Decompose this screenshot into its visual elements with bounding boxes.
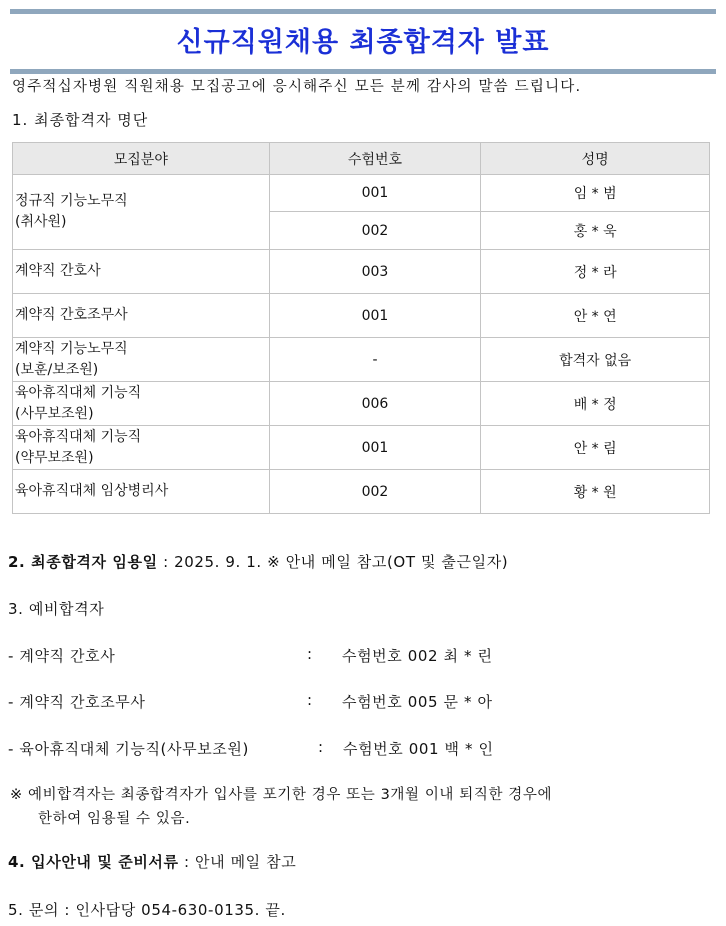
column-header: 성명 [481, 143, 710, 175]
section4-onboarding [8, 851, 296, 872]
reserve-colon: : [307, 691, 313, 709]
reserve-note [10, 783, 552, 831]
category-cell [13, 250, 270, 294]
section2-value: 2025. 9. 1. ※ 안내 메일 참고(OT 및 출근일자) [174, 553, 509, 571]
title-bottom-rule [10, 69, 716, 74]
category-line: (사무보조원) [15, 405, 94, 422]
section2-appointment [8, 551, 508, 572]
page-title: 신규직원채용 최종합격자 발표 [176, 27, 550, 58]
category-cell [13, 175, 270, 250]
category-line: 육아휴직대체 임상병리사 [15, 483, 169, 499]
reserve-colon: : [318, 738, 324, 756]
name-cell: 안 * 연 [481, 294, 710, 338]
section5-label: 5. 문의 [8, 901, 60, 919]
section5-contact [8, 899, 286, 920]
section5-separator: : [59, 901, 76, 919]
reserve-detail: 수험번호 005 문 * 아 [342, 693, 493, 711]
reserve-colon: : [307, 645, 313, 663]
category-cell [13, 294, 270, 338]
number-cell: 001 [269, 426, 481, 470]
table-row [13, 294, 710, 338]
reserve-detail: 수험번호 002 최 * 린 [342, 647, 493, 665]
category-cell [13, 338, 270, 382]
reserve-note-line: ※ 예비합격자는 최종합격자가 입사를 포기한 경우 또는 3개월 이내 퇴직한 경우에 [10, 787, 553, 803]
reserve-field: - 계약직 간호조무사 [8, 693, 146, 711]
table-row [13, 426, 710, 470]
number-cell: 002 [269, 212, 481, 250]
section5-value: 인사담당 054-630-0135. 끝. [75, 901, 286, 919]
category-cell [13, 470, 270, 514]
number-cell: 002 [269, 470, 481, 514]
category-cell [13, 426, 270, 470]
name-cell: 안 * 림 [481, 426, 710, 470]
table-row [13, 175, 710, 212]
name-cell: 임 * 범 [481, 175, 710, 212]
section4-label: 4. 입사안내 및 준비서류 [8, 853, 179, 871]
reserve-note-line: 한하여 임용될 수 있음. [38, 811, 191, 827]
intro-text: 영주적십자병원 직원채용 모집공고에 응시해주신 모든 분께 감사의 말씀 드립니다. [12, 79, 582, 95]
table-row [13, 382, 710, 426]
section2-label: 2. 최종합격자 임용일 [8, 553, 158, 571]
reserve-detail: 수험번호 001 백 * 인 [343, 740, 494, 758]
table-row [13, 470, 710, 514]
column-header: 수험번호 [269, 143, 481, 175]
reserve-field: - 계약직 간호사 [8, 647, 116, 665]
category-line: (약무보조원) [15, 449, 94, 466]
category-line: 계약직 간호조무사 [15, 307, 128, 323]
number-cell: 003 [269, 250, 481, 294]
category-line: 육아휴직대체 기능직 [15, 384, 142, 401]
category-line: (취사원) [15, 214, 67, 230]
number-cell: 001 [269, 294, 481, 338]
category-line: 계약직 기능노무직 [15, 340, 128, 357]
category-line: (보훈/보조원) [15, 361, 99, 378]
table-row [13, 250, 710, 294]
section1-heading: 1. 최종합격자 명단 [12, 111, 149, 129]
number-cell: 006 [269, 382, 481, 426]
section2-separator: : [157, 553, 175, 571]
name-cell: 홍 * 욱 [481, 212, 710, 250]
category-line: 육아휴직대체 기능직 [15, 428, 142, 445]
number-cell: - [269, 338, 481, 382]
section4-value: 안내 메일 참고 [195, 853, 297, 871]
title-top-rule [10, 9, 716, 14]
name-cell: 합격자 없음 [481, 338, 710, 382]
name-cell: 정 * 라 [481, 250, 710, 294]
table-header-row [13, 143, 710, 175]
category-line: 정규직 기능노무직 [15, 193, 128, 209]
column-header: 모집분야 [13, 143, 270, 175]
category-line: 계약직 간호사 [15, 263, 101, 279]
category-cell [13, 382, 270, 426]
name-cell: 배 * 정 [481, 382, 710, 426]
results-table [12, 142, 710, 514]
reserve-field: - 육아휴직대체 기능직(사무보조원) [8, 740, 249, 758]
section3-heading: 3. 예비합격자 [8, 600, 105, 618]
section4-separator: : [178, 853, 196, 871]
table-row [13, 338, 710, 382]
number-cell: 001 [269, 175, 481, 212]
name-cell: 황 * 원 [481, 470, 710, 514]
